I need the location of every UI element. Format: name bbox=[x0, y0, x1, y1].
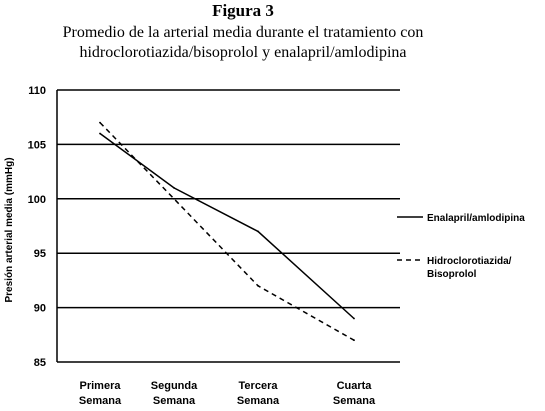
x-tick-label-1-line-1: Primera bbox=[79, 380, 121, 392]
series-1-point-3 bbox=[257, 231, 259, 233]
plot-area bbox=[4, 85, 525, 407]
y-tick-label-95: 95 bbox=[33, 248, 46, 261]
y-tick-label-110: 110 bbox=[28, 85, 46, 97]
figure-label: Figura 3 bbox=[212, 1, 274, 20]
x-tick-label-1-line-2: Semana bbox=[78, 395, 122, 407]
y-tick-label-100: 100 bbox=[27, 193, 46, 206]
legend-label-2-line-2: Bisoprolol bbox=[427, 269, 477, 280]
y-axis-label: Presión arterial media (mmHg) bbox=[4, 157, 15, 303]
y-tick-label-105: 105 bbox=[27, 139, 46, 152]
x-tick-label-4-line-2: Semana bbox=[332, 395, 376, 407]
figure-title-line-2: hidroclorotiazida/bisoprolol y enalapril/amlodipina bbox=[79, 44, 407, 61]
x-tick-label-2-line-2: Semana bbox=[152, 395, 196, 407]
x-tick-label-4-line-1: Cuarta bbox=[336, 380, 372, 392]
x-tick-label-3-line-1: Tercera bbox=[238, 380, 278, 392]
series-2-point-4 bbox=[353, 339, 355, 341]
x-tick-label-3-line-2: Semana bbox=[236, 395, 280, 407]
series-2-point-3 bbox=[257, 285, 259, 287]
series-2-point-2 bbox=[173, 198, 175, 200]
series-1-point-4 bbox=[353, 318, 355, 320]
y-tick-label-90: 90 bbox=[33, 302, 46, 315]
legend-label-1: Enalapril/amlodipina bbox=[427, 213, 525, 224]
y-tick-label-85: 85 bbox=[33, 357, 46, 369]
x-tick-label-2-line-1: Segunda bbox=[150, 380, 198, 392]
legend-label-2-line-1: Hidroclorotiazida/ bbox=[427, 256, 512, 267]
series-2-point-1 bbox=[99, 122, 101, 124]
series-1-point-1 bbox=[99, 133, 101, 135]
figure-title-line-1: Promedio de la arterial media durante el tratamiento con bbox=[62, 24, 424, 41]
series-1-point-2 bbox=[173, 187, 175, 189]
